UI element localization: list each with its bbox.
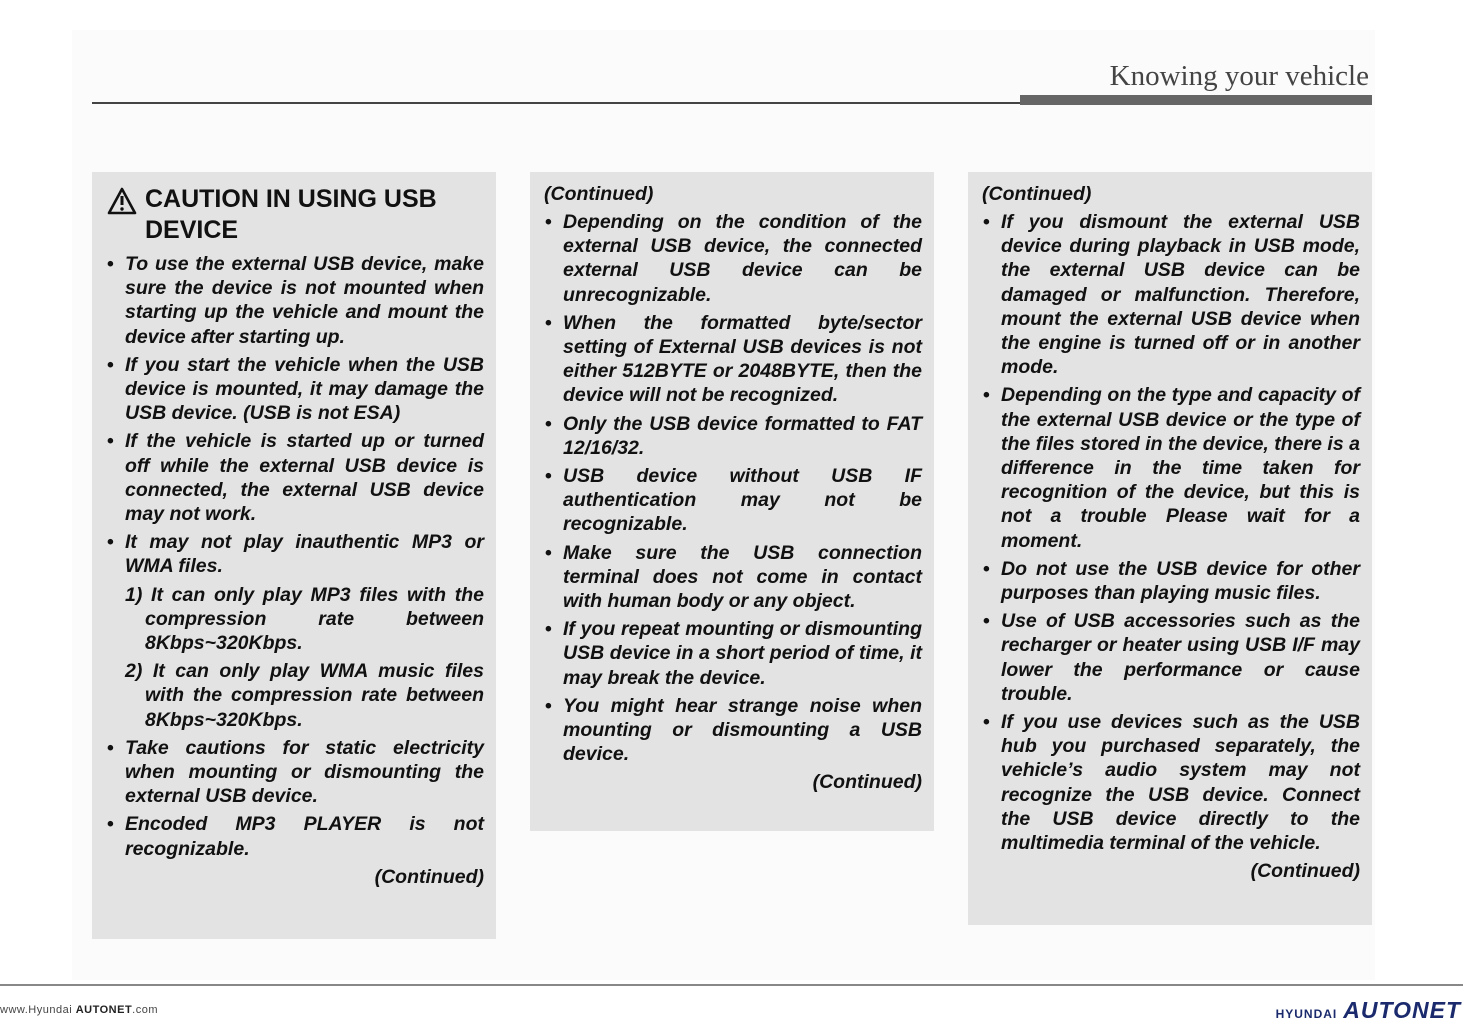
sub-list bbox=[125, 583, 484, 732]
list-item: • If you use devices such as the USB hub you purchased separately, the vehicle’s audio system may not recognize the USB device. Connect the USB device directly to the multimedia terminal of the vehicle. bbox=[983, 711, 1360, 855]
caution-list-2 bbox=[542, 210, 922, 766]
list-item: • Take cautions for static electricity when mounting or dismounting the external USB device. bbox=[107, 736, 484, 808]
caution-title: CAUTION IN USING USB DEVICE bbox=[145, 185, 437, 244]
list-item: • Depending on the type and capacity of the external USB device or the type of the files stored in the device, there is a difference in the time taken for recognition of the device, but this is not a trouble Please wait for a moment. bbox=[983, 384, 1360, 552]
caution-heading bbox=[104, 184, 484, 246]
autonet-logo: AUTONET bbox=[1343, 997, 1461, 1023]
list-item: • If you repeat mounting or dismounting USB device in a short period of time, it may break the device. bbox=[545, 618, 922, 689]
caution-list-3 bbox=[980, 210, 1360, 855]
list-item: • If you start the vehicle when the USB device is mounted, it may damage the USB device. (USB is not ESA) bbox=[107, 353, 484, 425]
list-item: • If the vehicle is started up or turned off while the external USB device is connected, the external USB device may not work. bbox=[107, 430, 484, 526]
continued-label: (Continued) bbox=[1250, 860, 1360, 883]
sub-item: 1) It can only play MP3 files with the compression rate between 8Kbps~320Kbps. bbox=[125, 583, 484, 655]
continued-label: (Continued) bbox=[812, 771, 922, 794]
list-item: • You might hear strange noise when mounting or dismounting a USB device. bbox=[545, 694, 922, 766]
footer-logo bbox=[1276, 997, 1461, 1024]
footer-rule bbox=[0, 984, 1463, 986]
list-item: • To use the external USB device, make sure the device is not mounted when starting up the vehicle and mount the device after starting up. bbox=[107, 253, 484, 348]
continued-label: (Continued) bbox=[374, 865, 484, 888]
caution-box-column-1 bbox=[92, 172, 496, 939]
caution-list-1 bbox=[104, 252, 484, 861]
footer-brand: HYUNDAI bbox=[1275, 1007, 1338, 1021]
header-rule bbox=[92, 102, 1022, 104]
warning-triangle-icon bbox=[107, 186, 137, 216]
list-item: • USB device without USB IF authentication may not be recognizable. bbox=[545, 465, 922, 536]
list-item: • Use of USB accessories such as the recharger or heater using USB I/F may lower the performance or cause trouble. bbox=[983, 610, 1360, 705]
sub-item: 2) It can only play WMA music files with the compression rate between 8Kbps~320Kbps. bbox=[125, 660, 484, 731]
header-accent-bar bbox=[1020, 95, 1372, 105]
list-item: • Do not use the USB device for other purposes than playing music files. bbox=[983, 557, 1360, 605]
list-item: • It may not play inauthentic MP3 or WMA files. 1) It can only play MP3 files with the compression rate between 8Kbps~320Kbps. 2) It can only play WMA music files with the compression rate between 8Kbps~320Kbps. bbox=[107, 531, 484, 731]
list-item: • Only the USB device formatted to FAT 12/16/32. bbox=[545, 412, 922, 459]
list-item: • Make sure the USB connection terminal does not come in contact with human body or any object. bbox=[545, 541, 922, 613]
list-item: • If you dismount the external USB device during playback in USB mode, the external USB device can be damaged or malfunction. Therefore, mount the external USB device when the engine is turned off or in another mode. bbox=[983, 211, 1360, 379]
list-item: • Depending on the condition of the external USB device, the connected external USB device can be unrecognizable. bbox=[545, 211, 922, 306]
continued-label-top: (Continued) bbox=[982, 183, 1092, 205]
page-header-title: Knowing your vehicle bbox=[1109, 60, 1369, 92]
continued-label-top: (Continued) bbox=[544, 183, 654, 205]
footer-website: www.Hyundai AUTONET.com bbox=[0, 1004, 159, 1016]
list-item: • Encoded MP3 PLAYER is not recognizable. bbox=[107, 813, 484, 860]
list-item: • When the formatted byte/sector setting of External USB devices is not either 512BYTE or 2048BYTE, then the device will not be recognized. bbox=[545, 311, 922, 407]
caution-box-column-2 bbox=[530, 172, 934, 831]
caution-box-column-3 bbox=[968, 172, 1372, 925]
